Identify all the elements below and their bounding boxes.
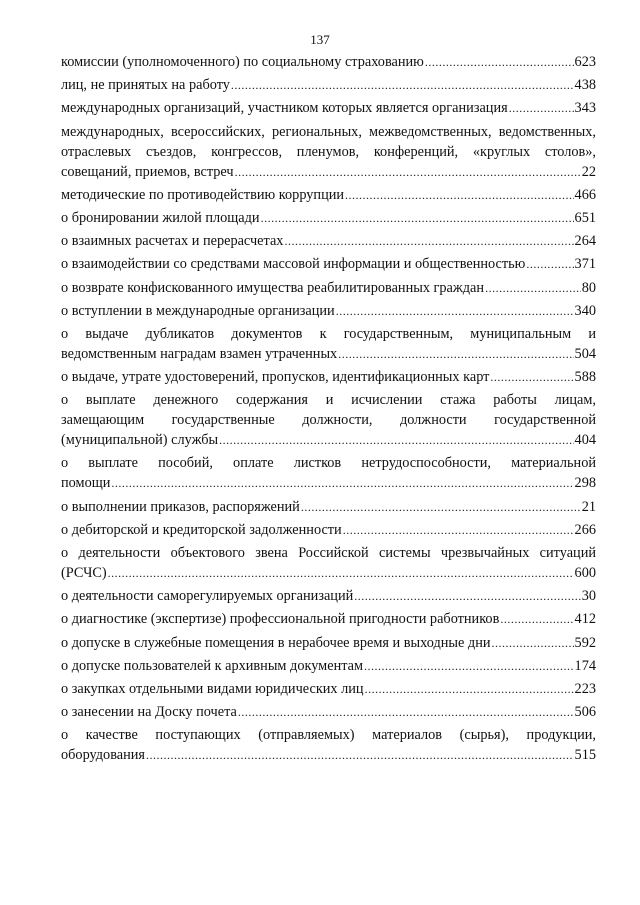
entry-text: о деятельности саморегулируемых организаций xyxy=(61,588,354,605)
index-entry xyxy=(61,497,596,517)
index-entry xyxy=(61,231,596,251)
dot-leader xyxy=(425,52,574,72)
entry-page: 21 xyxy=(581,498,596,515)
dot-leader xyxy=(336,301,574,321)
entry-line: о выдаче дубликатов документов к государственным, муниципальным и xyxy=(61,325,596,342)
index-entry xyxy=(61,75,596,95)
entry-line: о выплате пособий, оплате листков нетрудоспособности, материальной xyxy=(61,455,596,472)
entry-text: о возврате конфискованного имущества реабилитированных граждан xyxy=(61,279,485,296)
dot-leader xyxy=(338,344,573,364)
entry-page: 266 xyxy=(574,521,596,538)
index-entry xyxy=(61,609,596,629)
entry-text: помощи xyxy=(61,475,111,492)
dot-leader xyxy=(238,702,574,722)
index-entry xyxy=(61,301,596,321)
entry-page: 515 xyxy=(574,747,596,764)
dot-leader xyxy=(526,254,573,274)
dot-leader xyxy=(364,656,574,676)
entry-text: о вступлении в международные организации xyxy=(61,302,335,319)
index-entry xyxy=(61,254,596,274)
dot-leader xyxy=(485,278,581,298)
dot-leader xyxy=(231,75,574,95)
entry-page: 264 xyxy=(574,233,596,250)
entry-line: отраслевых съездов, конгрессов, пленумов, конференций, «круглых столов», xyxy=(61,143,596,160)
page-number: 137 xyxy=(310,32,330,47)
entry-page: 438 xyxy=(574,77,596,94)
entry-page: 30 xyxy=(581,588,596,605)
dot-leader xyxy=(490,367,573,387)
entry-text: о бронировании жилой площади xyxy=(61,209,260,226)
entry-text: о взаимных расчетах и перерасчетах xyxy=(61,233,284,250)
entry-page: 343 xyxy=(574,100,596,117)
entry-page: 600 xyxy=(574,565,596,581)
entry-line: о выплате денежного содержания и исчислении стажа работы лицам, xyxy=(61,392,596,409)
dot-leader xyxy=(365,679,574,699)
entry-line: о качестве поступающих (отправляемых) материалов (сырья), продукции, xyxy=(61,727,596,744)
subject-index xyxy=(61,52,596,769)
entry-page: 174 xyxy=(574,657,596,674)
index-entry xyxy=(61,367,596,387)
index-entry xyxy=(61,52,596,72)
entry-page: 592 xyxy=(574,634,596,651)
entry-page: 404 xyxy=(574,432,596,449)
entry-text: (муниципальной) службы xyxy=(61,432,219,449)
entry-text: о занесении на Доску почета xyxy=(61,704,237,721)
entry-text: о диагностике (экспертизе) профессиональной пригодности работников xyxy=(61,611,500,628)
entry-text: комиссии (уполномоченного) по социальному страхованию xyxy=(61,54,424,70)
index-entry xyxy=(61,122,596,182)
index-entry xyxy=(61,586,596,606)
dot-leader xyxy=(343,520,574,540)
index-entry xyxy=(61,208,596,228)
entry-text: о допуске в служебные помещения в нерабочее время и выходные дни xyxy=(61,634,491,651)
entry-page: 223 xyxy=(574,680,596,697)
entry-page: 298 xyxy=(574,475,596,492)
entry-text: о взаимодействии со средствами массовой информации и общественностью xyxy=(61,256,526,273)
entry-page: 623 xyxy=(574,54,596,70)
index-entry xyxy=(61,520,596,540)
index-entry xyxy=(61,679,596,699)
entry-text: методические по противодействию коррупции xyxy=(61,186,345,203)
dot-leader xyxy=(509,98,574,118)
index-entry xyxy=(61,278,596,298)
entry-page: 371 xyxy=(574,256,596,273)
entry-text: о выдаче, утрате удостоверений, пропусков, идентификационных карт xyxy=(61,369,490,386)
entry-page: 80 xyxy=(581,279,596,296)
entry-page: 506 xyxy=(574,704,596,721)
dot-leader xyxy=(354,586,580,606)
entry-text: ведомственным наградам взамен утраченных xyxy=(61,345,338,362)
index-entry xyxy=(61,725,596,765)
dot-leader xyxy=(108,563,574,583)
entry-text: международных организаций, участником которых является организация xyxy=(61,100,508,117)
entry-text: (РСЧС) xyxy=(61,565,107,581)
entry-page: 588 xyxy=(574,369,596,386)
index-entry xyxy=(61,390,596,450)
dot-leader xyxy=(111,473,573,493)
entry-text: о закупках отдельными видами юридических лиц xyxy=(61,680,364,697)
entry-line: замещающим государственные должности, должности государственной xyxy=(61,412,596,429)
dot-leader xyxy=(301,497,581,517)
dot-leader xyxy=(500,609,573,629)
entry-page: 466 xyxy=(574,186,596,203)
index-entry xyxy=(61,656,596,676)
dot-leader xyxy=(492,633,574,653)
entry-line: о деятельности объектового звена Российской системы чрезвычайных ситуаций xyxy=(61,545,596,561)
dot-leader xyxy=(345,185,574,205)
index-entry xyxy=(61,702,596,722)
index-entry xyxy=(61,543,596,583)
entry-text: о дебиторской и кредиторской задолженности xyxy=(61,521,342,538)
index-entry xyxy=(61,185,596,205)
entry-text: лиц, не принятых на работу xyxy=(61,77,230,94)
entry-page: 340 xyxy=(574,302,596,319)
dot-leader xyxy=(219,430,573,450)
index-entry xyxy=(61,98,596,118)
index-entry xyxy=(61,633,596,653)
dot-leader xyxy=(146,745,574,765)
entry-text: о допуске пользователей к архивным документам xyxy=(61,657,364,674)
dot-leader xyxy=(235,162,581,182)
dot-leader xyxy=(261,208,574,228)
entry-page: 504 xyxy=(574,345,596,362)
entry-page: 22 xyxy=(581,163,596,180)
entry-text: совещаний, приемов, встреч xyxy=(61,163,234,180)
index-entry xyxy=(61,324,596,364)
index-entry xyxy=(61,453,596,493)
entry-text: о выполнении приказов, распоряжений xyxy=(61,498,300,515)
entry-line: международных, всероссийских, региональных, межведомственных, ведомственных, xyxy=(61,123,596,140)
dot-leader xyxy=(284,231,573,251)
entry-page: 651 xyxy=(574,209,596,226)
entry-page: 412 xyxy=(574,611,596,628)
entry-text: оборудования xyxy=(61,747,145,764)
